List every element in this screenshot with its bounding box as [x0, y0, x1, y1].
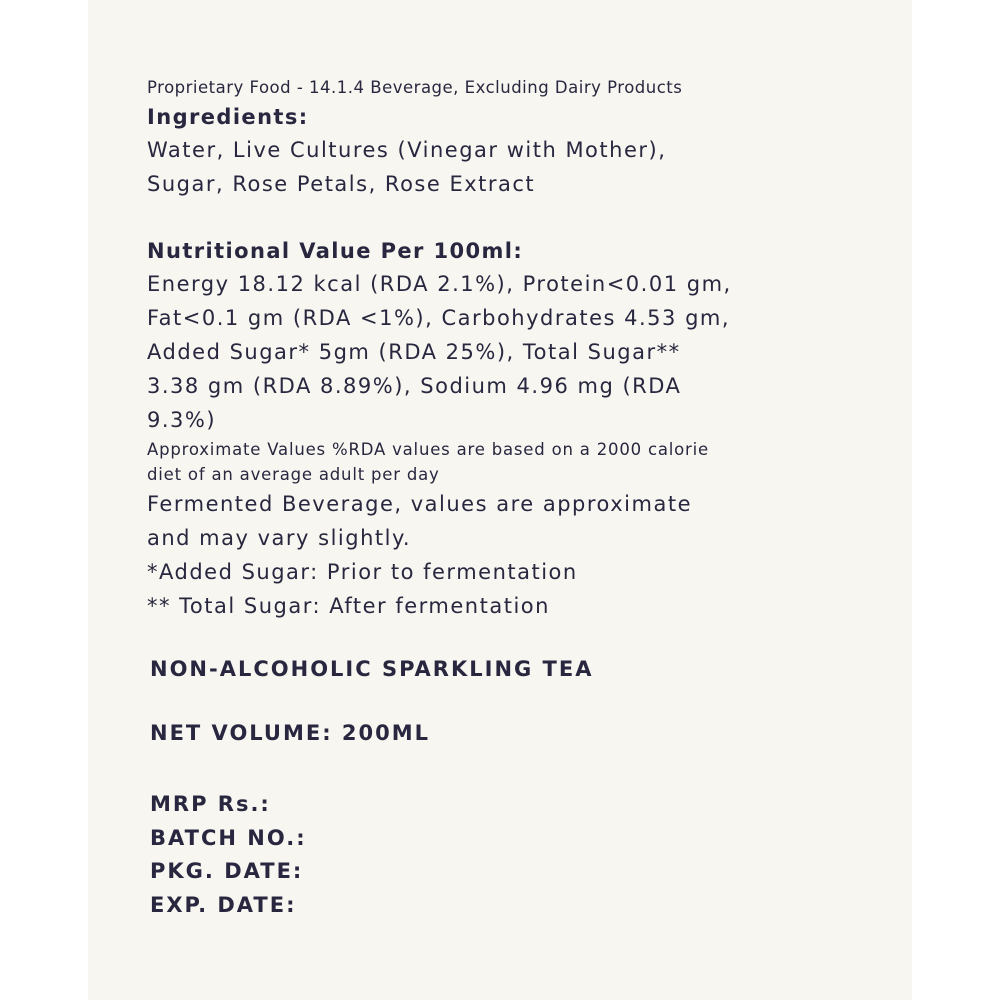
nutrition-values — [147, 267, 877, 437]
nutrition-line: Fat<0.1 gm (RDA <1%), Carbohydrates 4.53 gm, — [147, 306, 731, 330]
exp-date-field: EXP. DATE: — [150, 892, 297, 917]
fermented-note-line: and may vary slightly. — [147, 526, 412, 550]
mrp-field: MRP Rs.: — [150, 792, 271, 816]
net-volume: NET VOLUME: 200ML — [150, 721, 431, 745]
rda-note-line: Approximate Values %RDA values are based on a 2000 calorie — [147, 440, 709, 459]
nutrition-heading: Nutritional Value Per 100ml: — [147, 239, 524, 263]
nutrition-line: 3.38 gm (RDA 8.89%), Sodium 4.96 mg (RDA — [147, 374, 682, 398]
ingredients-heading: Ingredients: — [147, 105, 309, 129]
nutrition-line: Added Sugar* 5gm (RDA 25%), Total Sugar** — [147, 340, 681, 364]
label-text-block — [147, 73, 877, 922]
packaging-fields — [147, 788, 877, 922]
ingredients-line: Sugar, Rose Petals, Rose Extract — [147, 172, 536, 196]
fermented-note-line: Fermented Beverage, values are approximate — [147, 492, 692, 516]
rda-note — [147, 437, 877, 487]
nutrition-line: 9.3%) — [147, 408, 217, 432]
pkg-date-field: PKG. DATE: — [150, 859, 304, 883]
fermented-note — [147, 487, 877, 623]
total-sugar-note: ** Total Sugar: After fermentation — [147, 594, 550, 618]
batch-no-field: BATCH NO.: — [150, 825, 307, 850]
product-type: NON-ALCOHOLIC SPARKLING TEA — [150, 657, 594, 681]
nutrition-line: Energy 18.12 kcal (RDA 2.1%), Protein<0.01 gm, — [147, 272, 732, 296]
added-sugar-note: *Added Sugar: Prior to fermentation — [147, 560, 578, 584]
ingredients-line: Water, Live Cultures (Vinegar with Mother), — [147, 138, 667, 162]
ingredients-list — [147, 133, 877, 201]
food-category: Proprietary Food - 14.1.4 Beverage, Excluding Dairy Products — [147, 78, 683, 97]
rda-note-line: diet of an average adult per day — [147, 465, 440, 484]
